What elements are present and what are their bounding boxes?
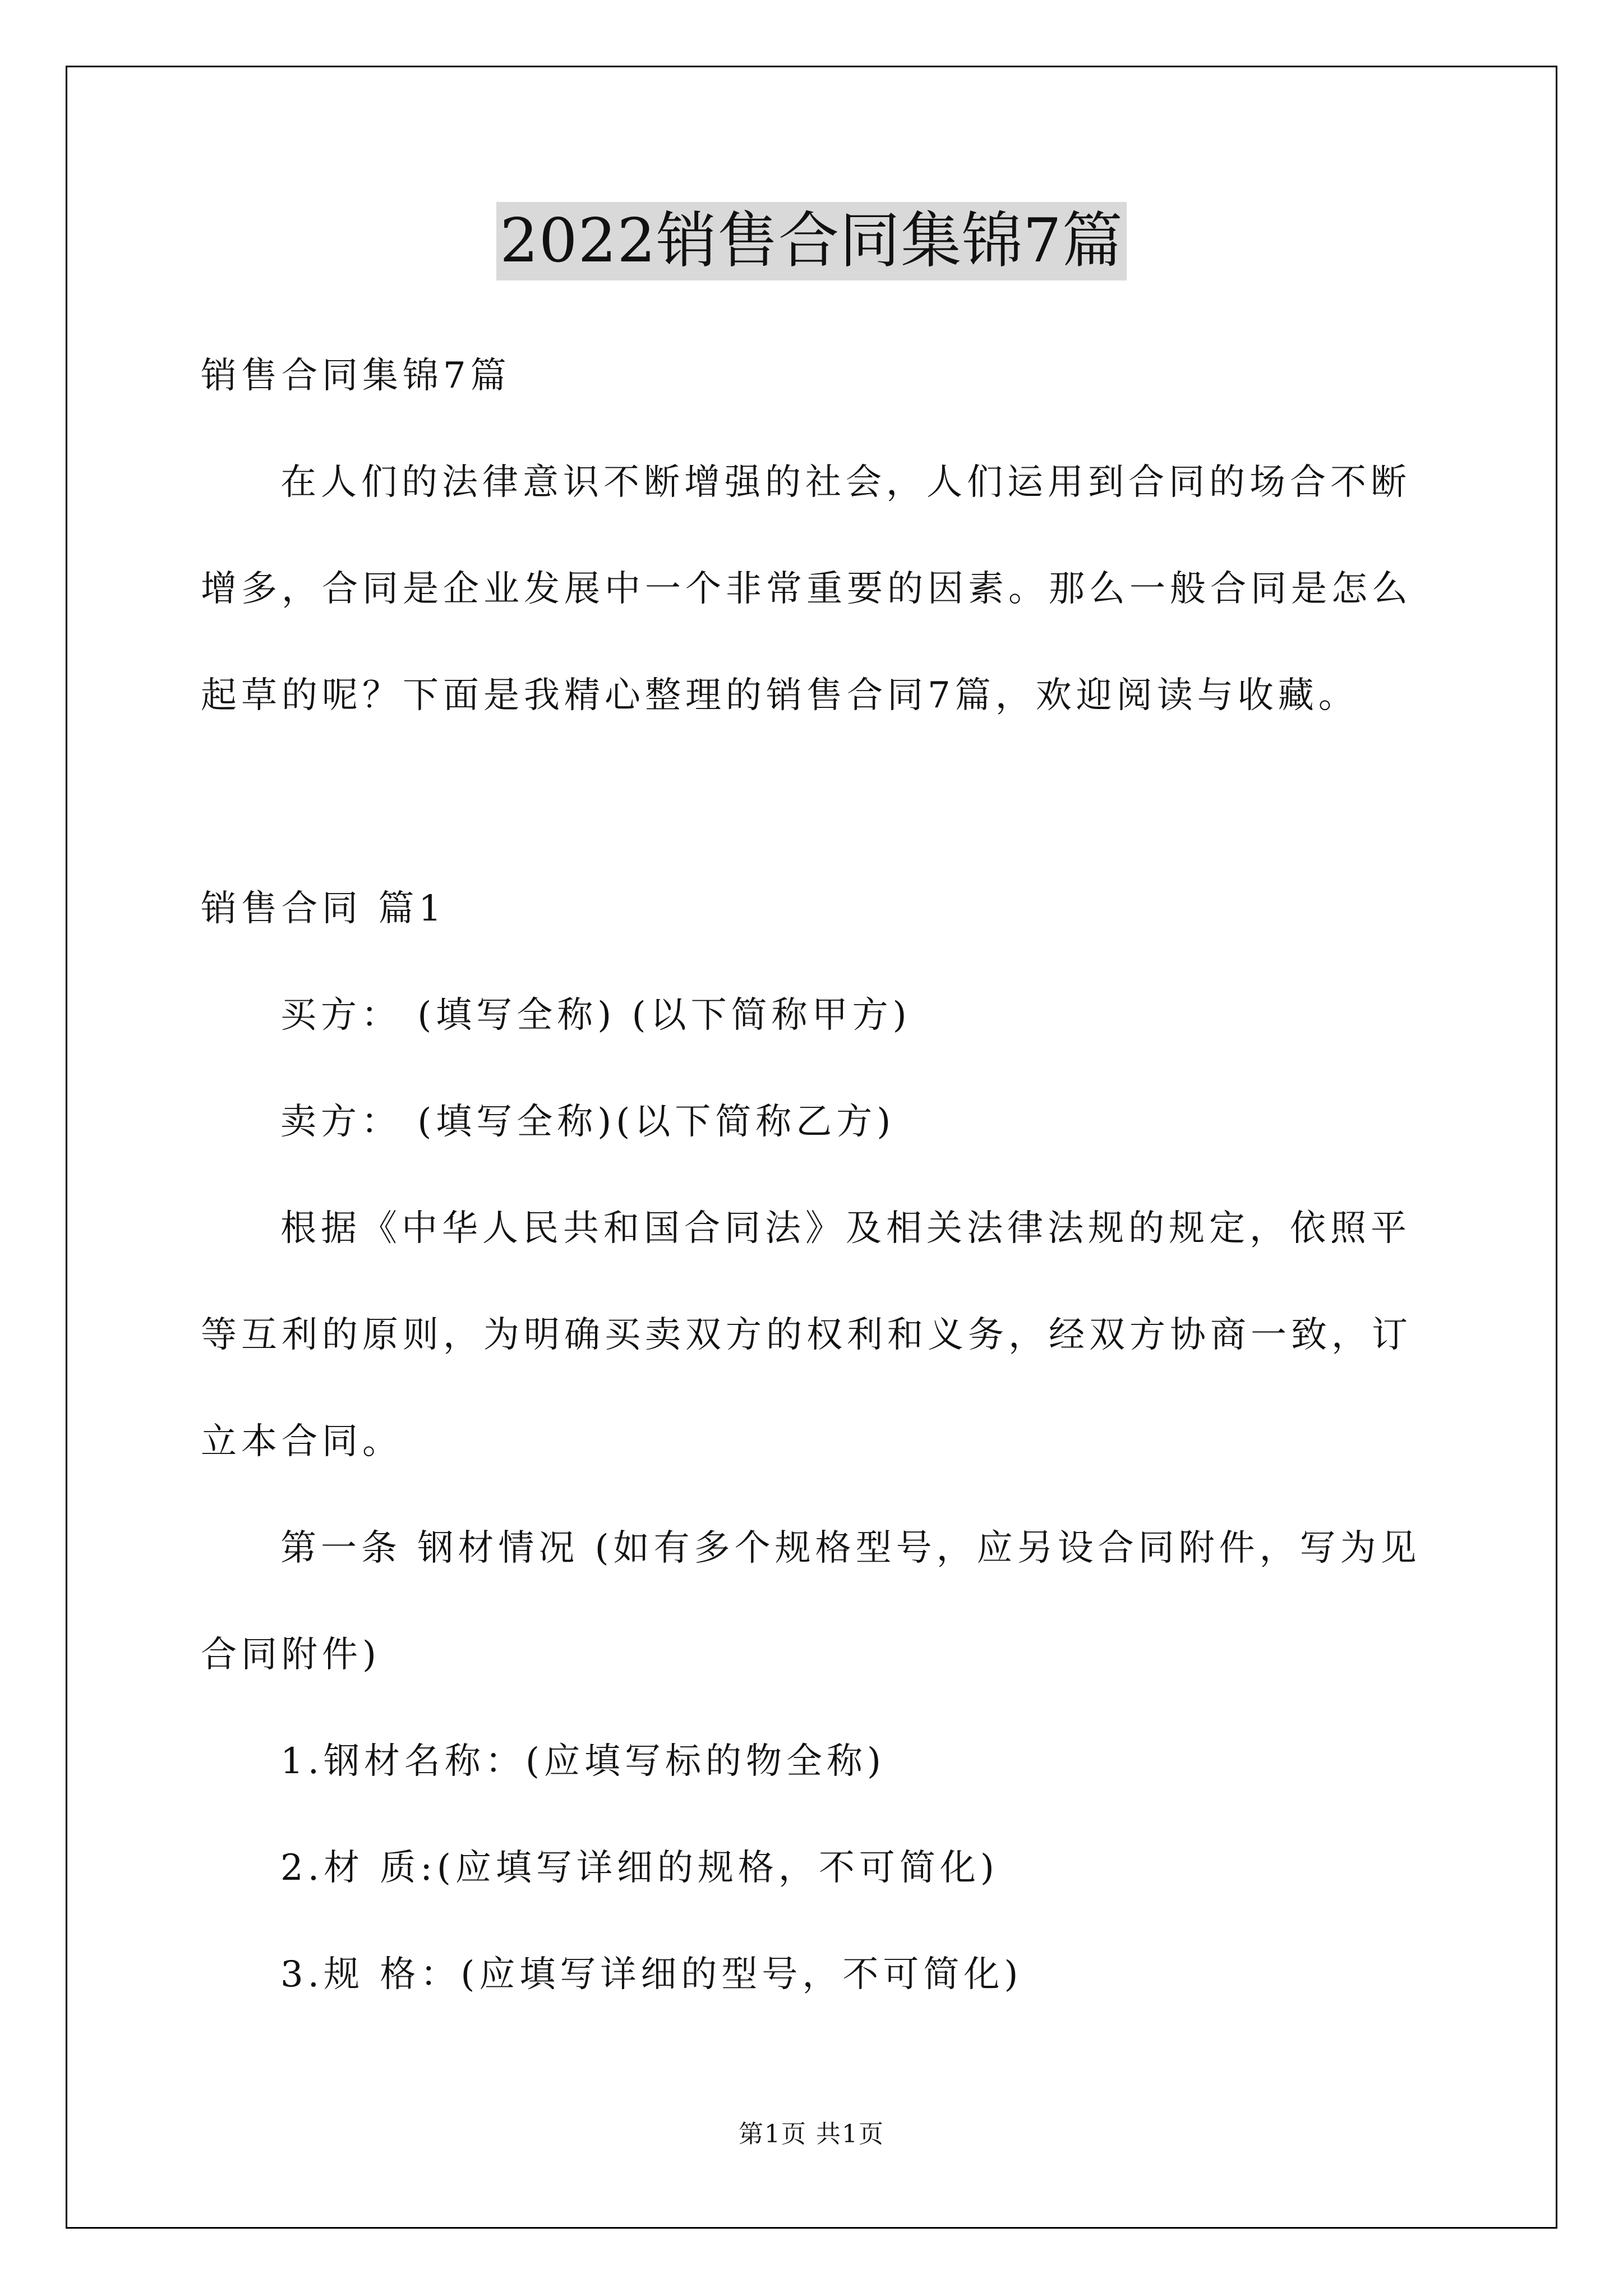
item-3: 3.规 格：(应填写详细的型号，不可简化) bbox=[280, 1954, 1023, 1995]
article1-line-1: 第一条 钢材情况 (如有多个规格型号，应另设合同附件，写为见 bbox=[280, 1527, 1421, 1569]
seller-line: 卖方： (填写全称)(以下简称乙方) bbox=[280, 1101, 896, 1143]
title-container bbox=[0, 202, 1623, 280]
intro-line-1: 在人们的法律意识不断增强的社会，人们运用到合同的场合不断 bbox=[280, 462, 1411, 503]
document-title: 2022销售合同集锦7篇 bbox=[496, 202, 1127, 280]
item-2: 2.材 质:(应填写详细的规格，不可简化) bbox=[280, 1847, 999, 1889]
item-1: 1.钢材名称：(应填写标的物全称) bbox=[280, 1741, 886, 1782]
basis-line-3: 立本合同。 bbox=[201, 1421, 403, 1462]
intro-line-3: 起草的呢？下面是我精心整理的销售合同7篇，欢迎阅读与收藏。 bbox=[201, 675, 1359, 716]
page-footer: 第1页 共1页 bbox=[739, 2120, 884, 2148]
basis-line-2: 等互利的原则，为明确买卖双方的权利和义务，经双方协商一致，订 bbox=[201, 1314, 1412, 1356]
section-heading: 销售合同 篇1 bbox=[201, 888, 446, 930]
article1-line-2: 合同附件) bbox=[201, 1634, 381, 1676]
intro-line-2: 增多，合同是企业发展中一个非常重要的因素。那么一般合同是怎么 bbox=[201, 568, 1412, 610]
basis-line-1: 根据《中华人民共和国合同法》及相关法律法规的规定，依照平 bbox=[280, 1208, 1411, 1249]
document-subtitle: 销售合同集锦7篇 bbox=[201, 355, 511, 397]
buyer-line: 买方： (填写全称) (以下简称甲方) bbox=[280, 995, 911, 1036]
